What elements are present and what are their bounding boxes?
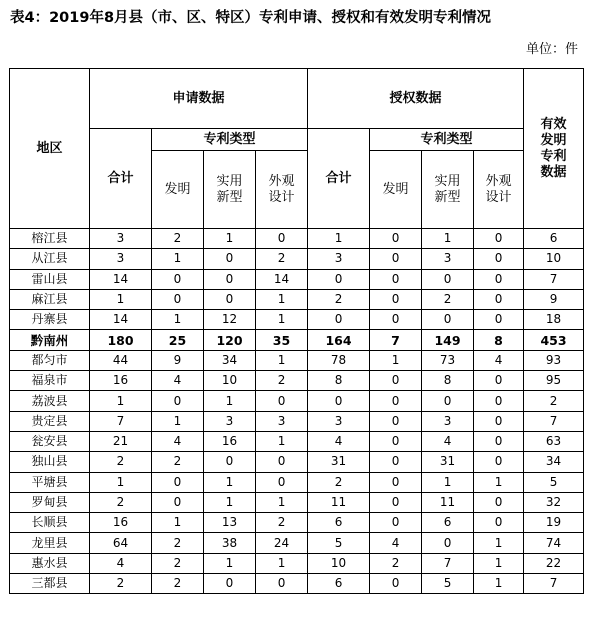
cell-g-des: 1: [474, 533, 524, 553]
cell-a-total: 16: [90, 513, 152, 533]
cell-a-inv: 2: [152, 533, 204, 553]
table-row: [10, 371, 584, 391]
cell-valid: 74: [524, 533, 584, 553]
header-grant-patent-type: 专利类型: [370, 129, 524, 151]
cell-g-total: 10: [308, 553, 370, 573]
table-row: [10, 350, 584, 370]
header-valid-invention: 有效发明专利数据: [524, 69, 584, 229]
cell-region: 平塘县: [10, 472, 90, 492]
cell-g-des: 0: [474, 229, 524, 249]
cell-g-inv: 0: [370, 431, 422, 451]
header-application: 申请数据: [90, 69, 308, 129]
cell-g-total: 2: [308, 289, 370, 309]
table-title: 表4：2019年8月县（市、区、特区）专利申请、授权和有效发明专利情况: [10, 10, 492, 26]
cell-g-util: 73: [422, 350, 474, 370]
cell-valid: 10: [524, 249, 584, 269]
cell-g-inv: 0: [370, 492, 422, 512]
cell-a-total: 3: [90, 249, 152, 269]
cell-g-util: 31: [422, 452, 474, 472]
cell-a-total: 64: [90, 533, 152, 553]
cell-region: 独山县: [10, 452, 90, 472]
cell-valid: 7: [524, 411, 584, 431]
cell-a-util: 1: [204, 553, 256, 573]
cell-a-des: 24: [256, 533, 308, 553]
cell-g-inv: 0: [370, 411, 422, 431]
cell-g-util: 1: [422, 472, 474, 492]
cell-a-inv: 0: [152, 472, 204, 492]
cell-a-des: 1: [256, 310, 308, 330]
cell-a-des: 0: [256, 229, 308, 249]
cell-a-total: 2: [90, 574, 152, 594]
cell-a-inv: 1: [152, 310, 204, 330]
cell-g-total: 8: [308, 371, 370, 391]
cell-g-inv: 0: [370, 269, 422, 289]
cell-a-inv: 1: [152, 249, 204, 269]
cell-a-des: 2: [256, 513, 308, 533]
cell-a-total: 1: [90, 391, 152, 411]
table-row: [10, 533, 584, 553]
cell-g-total: 4: [308, 431, 370, 451]
cell-a-util: 3: [204, 411, 256, 431]
cell-a-util: 38: [204, 533, 256, 553]
cell-g-des: 0: [474, 249, 524, 269]
cell-a-inv: 2: [152, 229, 204, 249]
cell-g-inv: 1: [370, 350, 422, 370]
cell-valid: 2: [524, 391, 584, 411]
cell-a-des: 0: [256, 452, 308, 472]
cell-g-inv: 0: [370, 371, 422, 391]
cell-valid: 22: [524, 553, 584, 573]
cell-g-des: 0: [474, 310, 524, 330]
cell-a-des: 14: [256, 269, 308, 289]
cell-a-util: 0: [204, 269, 256, 289]
cell-g-util: 6: [422, 513, 474, 533]
cell-a-util: 12: [204, 310, 256, 330]
cell-a-inv: 4: [152, 431, 204, 451]
cell-a-util: 0: [204, 289, 256, 309]
cell-g-des: 4: [474, 350, 524, 370]
cell-g-util: 0: [422, 533, 474, 553]
cell-region: 龙里县: [10, 533, 90, 553]
table-row: [10, 452, 584, 472]
cell-a-inv: 4: [152, 371, 204, 391]
cell-region: 榕江县: [10, 229, 90, 249]
header-grant-total: 合计: [308, 129, 370, 229]
cell-g-des: 0: [474, 492, 524, 512]
cell-g-util: 7: [422, 553, 474, 573]
cell-a-des: 1: [256, 553, 308, 573]
header-region: 地区: [10, 69, 90, 229]
cell-g-des: 1: [474, 472, 524, 492]
cell-a-util: 1: [204, 229, 256, 249]
cell-a-inv: 1: [152, 411, 204, 431]
table-row: [10, 411, 584, 431]
cell-a-util: 120: [204, 330, 256, 350]
cell-region: 罗甸县: [10, 492, 90, 512]
cell-a-total: 4: [90, 553, 152, 573]
cell-g-total: 0: [308, 391, 370, 411]
cell-valid: 18: [524, 310, 584, 330]
cell-g-util: 11: [422, 492, 474, 512]
cell-g-des: 0: [474, 513, 524, 533]
cell-g-des: 1: [474, 574, 524, 594]
cell-g-inv: 7: [370, 330, 422, 350]
cell-g-inv: 2: [370, 553, 422, 573]
cell-a-util: 0: [204, 452, 256, 472]
cell-valid: 93: [524, 350, 584, 370]
cell-g-inv: 0: [370, 513, 422, 533]
cell-g-util: 3: [422, 411, 474, 431]
table-row: [10, 289, 584, 309]
cell-valid: 5: [524, 472, 584, 492]
cell-a-util: 10: [204, 371, 256, 391]
cell-g-total: 11: [308, 492, 370, 512]
cell-region: 雷山县: [10, 269, 90, 289]
cell-g-total: 2: [308, 472, 370, 492]
cell-valid: 34: [524, 452, 584, 472]
cell-a-des: 1: [256, 492, 308, 512]
cell-region: 荔波县: [10, 391, 90, 411]
cell-a-util: 1: [204, 391, 256, 411]
table-row: [10, 431, 584, 451]
cell-g-util: 3: [422, 249, 474, 269]
cell-a-inv: 25: [152, 330, 204, 350]
header-grant-utility: 实用新型: [422, 151, 474, 229]
cell-g-des: 0: [474, 411, 524, 431]
cell-a-des: 1: [256, 289, 308, 309]
cell-g-inv: 0: [370, 229, 422, 249]
cell-g-util: 0: [422, 269, 474, 289]
cell-valid: 7: [524, 574, 584, 594]
cell-valid: 7: [524, 269, 584, 289]
cell-valid: 32: [524, 492, 584, 512]
cell-a-util: 34: [204, 350, 256, 370]
cell-g-total: 6: [308, 574, 370, 594]
cell-a-des: 2: [256, 371, 308, 391]
cell-region: 惠水县: [10, 553, 90, 573]
cell-a-util: 13: [204, 513, 256, 533]
cell-g-total: 78: [308, 350, 370, 370]
cell-a-total: 21: [90, 431, 152, 451]
cell-g-des: 0: [474, 371, 524, 391]
cell-valid: 95: [524, 371, 584, 391]
cell-valid: 6: [524, 229, 584, 249]
cell-a-total: 180: [90, 330, 152, 350]
cell-a-inv: 0: [152, 391, 204, 411]
cell-g-total: 5: [308, 533, 370, 553]
cell-g-des: 1: [474, 553, 524, 573]
cell-g-util: 0: [422, 310, 474, 330]
cell-region: 麻江县: [10, 289, 90, 309]
cell-a-total: 2: [90, 452, 152, 472]
cell-a-inv: 0: [152, 269, 204, 289]
cell-a-total: 3: [90, 229, 152, 249]
header-app-total: 合计: [90, 129, 152, 229]
patent-table: [9, 68, 584, 594]
table-row: [10, 310, 584, 330]
cell-g-util: 0: [422, 391, 474, 411]
cell-valid: 19: [524, 513, 584, 533]
cell-g-inv: 4: [370, 533, 422, 553]
table-row: [10, 472, 584, 492]
cell-g-inv: 0: [370, 472, 422, 492]
cell-region: 丹寨县: [10, 310, 90, 330]
cell-region: 贵定县: [10, 411, 90, 431]
cell-g-total: 164: [308, 330, 370, 350]
cell-region: 黔南州: [10, 330, 90, 350]
header-app-utility: 实用新型: [204, 151, 256, 229]
cell-a-inv: 9: [152, 350, 204, 370]
cell-valid: 63: [524, 431, 584, 451]
cell-g-inv: 0: [370, 310, 422, 330]
cell-a-des: 2: [256, 249, 308, 269]
table-body: [10, 229, 584, 594]
cell-g-des: 0: [474, 452, 524, 472]
header-app-invention: 发明: [152, 151, 204, 229]
cell-g-inv: 0: [370, 452, 422, 472]
cell-a-util: 0: [204, 574, 256, 594]
cell-a-util: 0: [204, 249, 256, 269]
cell-a-des: 35: [256, 330, 308, 350]
cell-g-des: 0: [474, 391, 524, 411]
cell-g-inv: 0: [370, 249, 422, 269]
cell-a-total: 14: [90, 310, 152, 330]
cell-g-inv: 0: [370, 574, 422, 594]
cell-g-des: 0: [474, 289, 524, 309]
table-row: [10, 574, 584, 594]
table-row: [10, 492, 584, 512]
cell-region: 长顺县: [10, 513, 90, 533]
cell-a-util: 1: [204, 472, 256, 492]
cell-g-util: 5: [422, 574, 474, 594]
cell-a-des: 0: [256, 391, 308, 411]
unit-label: 单位：件: [525, 42, 578, 57]
cell-g-util: 149: [422, 330, 474, 350]
table-row: [10, 229, 584, 249]
cell-a-des: 1: [256, 350, 308, 370]
cell-g-util: 8: [422, 371, 474, 391]
cell-g-total: 31: [308, 452, 370, 472]
cell-a-des: 0: [256, 472, 308, 492]
table-row: [10, 249, 584, 269]
cell-a-total: 14: [90, 269, 152, 289]
cell-valid: 453: [524, 330, 584, 350]
cell-g-util: 2: [422, 289, 474, 309]
cell-g-total: 0: [308, 310, 370, 330]
cell-g-total: 3: [308, 249, 370, 269]
cell-a-total: 2: [90, 492, 152, 512]
cell-a-des: 1: [256, 431, 308, 451]
cell-a-total: 16: [90, 371, 152, 391]
cell-g-des: 0: [474, 269, 524, 289]
cell-a-des: 3: [256, 411, 308, 431]
cell-a-inv: 0: [152, 492, 204, 512]
cell-region: 瓮安县: [10, 431, 90, 451]
cell-g-des: 8: [474, 330, 524, 350]
cell-g-util: 1: [422, 229, 474, 249]
cell-g-des: 0: [474, 431, 524, 451]
cell-a-des: 0: [256, 574, 308, 594]
cell-g-total: 0: [308, 269, 370, 289]
header-grant-invention: 发明: [370, 151, 422, 229]
cell-a-total: 7: [90, 411, 152, 431]
cell-a-inv: 2: [152, 574, 204, 594]
header-grant-design: 外观设计: [474, 151, 524, 229]
cell-g-total: 6: [308, 513, 370, 533]
cell-region: 都匀市: [10, 350, 90, 370]
cell-g-inv: 0: [370, 391, 422, 411]
cell-g-total: 1: [308, 229, 370, 249]
cell-a-total: 1: [90, 289, 152, 309]
cell-region: 福泉市: [10, 371, 90, 391]
cell-g-inv: 0: [370, 289, 422, 309]
cell-a-inv: 0: [152, 289, 204, 309]
cell-a-inv: 2: [152, 452, 204, 472]
cell-a-total: 44: [90, 350, 152, 370]
cell-valid: 9: [524, 289, 584, 309]
table-row: [10, 269, 584, 289]
cell-a-inv: 1: [152, 513, 204, 533]
cell-a-total: 1: [90, 472, 152, 492]
cell-g-util: 4: [422, 431, 474, 451]
header-app-patent-type: 专利类型: [152, 129, 308, 151]
table-row: [10, 330, 584, 350]
header-grant: 授权数据: [308, 69, 524, 129]
cell-a-util: 1: [204, 492, 256, 512]
cell-a-util: 16: [204, 431, 256, 451]
cell-g-total: 3: [308, 411, 370, 431]
cell-a-inv: 2: [152, 553, 204, 573]
cell-region: 三都县: [10, 574, 90, 594]
header-app-design: 外观设计: [256, 151, 308, 229]
table-row: [10, 553, 584, 573]
table-row: [10, 513, 584, 533]
cell-region: 从江县: [10, 249, 90, 269]
table-row: [10, 391, 584, 411]
